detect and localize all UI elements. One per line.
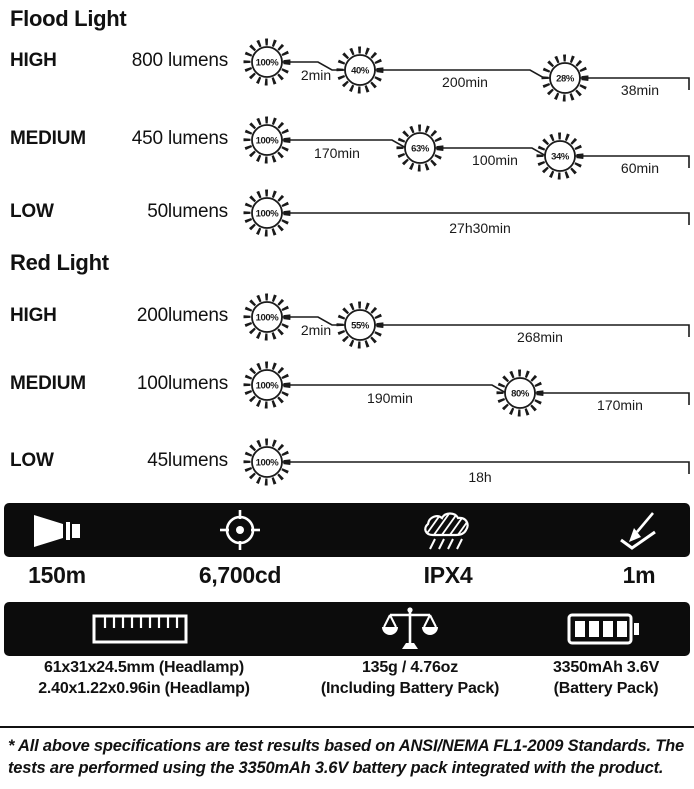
battery-icon	[567, 613, 641, 645]
output-percent: 34%	[551, 151, 569, 163]
sun-icon	[247, 365, 287, 405]
flood-light-title: Flood Light	[10, 6, 127, 31]
sun-icon	[540, 136, 580, 176]
footnote-line-2: tests are performed using the 3350mAh 3.6V battery pack integrated with the product.	[8, 759, 664, 778]
sun-icon	[247, 120, 287, 160]
sun-icon	[340, 50, 380, 90]
red-high-mode: HIGH	[10, 305, 57, 326]
red-low-lumens: 45lumens	[147, 450, 228, 471]
runtime-duration: 170min	[314, 145, 360, 161]
dimensions-icon	[92, 614, 188, 644]
runtime-duration: 2min	[300, 322, 332, 338]
water-resistance-value: IPX4	[423, 562, 473, 588]
runtime-duration: 60min	[620, 160, 660, 176]
dimensions-value	[0, 658, 288, 700]
runtime-duration: 268min	[517, 329, 563, 345]
flood-low-lumens: 50lumens	[147, 201, 228, 222]
red-medium-mode: MEDIUM	[10, 373, 86, 394]
peak-beam-intensity-icon	[218, 508, 262, 552]
runtime-duration: 27h30min	[449, 220, 511, 236]
red-medium-runtime-graph	[240, 355, 694, 435]
footnote-line-1: * All above specifications are test results based on ANSI/NEMA FL1-2009 Standards. The	[8, 737, 685, 755]
weight-value	[295, 658, 525, 700]
flood-high-mode: HIGH	[10, 50, 57, 71]
red-medium-lumens: 100lumens	[136, 373, 228, 394]
flood-medium-mode: MEDIUM	[10, 128, 86, 149]
red-high-lumens: 200lumens	[136, 305, 228, 326]
beam-distance-value: 150m	[28, 562, 86, 588]
runtime-duration: 18h	[468, 469, 492, 485]
output-percent: 100%	[255, 135, 279, 147]
runtime-duration: 2min	[300, 67, 332, 83]
sun-icon	[340, 305, 380, 345]
physical-icon-bar	[4, 602, 690, 656]
runtime-duration: 100min	[472, 152, 518, 168]
output-percent: 63%	[411, 143, 429, 155]
flood-low-mode: LOW	[10, 201, 54, 222]
footer-divider	[0, 726, 694, 728]
battery-capacity: 3350mAh 3.6V	[552, 659, 660, 676]
output-percent: 100%	[255, 380, 279, 392]
sun-icon	[247, 297, 287, 337]
runtime-duration: 170min	[597, 397, 643, 413]
weight-icon	[381, 606, 439, 652]
output-percent: 80%	[511, 388, 529, 400]
output-percent: 100%	[255, 457, 279, 469]
battery-note: (Battery Pack)	[553, 679, 659, 697]
red-low-runtime-graph	[240, 432, 694, 512]
output-percent: 40%	[351, 65, 369, 77]
sun-icon	[247, 442, 287, 482]
red-light-title: Red Light	[10, 250, 109, 275]
sun-icon	[247, 193, 287, 233]
output-percent: 100%	[255, 208, 279, 220]
flood-medium-runtime-graph	[240, 110, 694, 190]
sun-icon	[400, 128, 440, 168]
impact-resistance-icon	[615, 510, 661, 554]
fl1-icon-bar	[4, 503, 690, 557]
flood-high-lumens: 800 lumens	[131, 50, 228, 71]
flood-high-runtime-graph	[240, 32, 694, 112]
peak-beam-intensity-value: 6,700cd	[198, 562, 282, 588]
beam-distance-icon	[33, 512, 81, 550]
water-resistance-icon	[421, 509, 473, 551]
runtime-duration: 200min	[442, 74, 488, 90]
weight-note: (Including Battery Pack)	[320, 679, 500, 697]
dimensions-mm: 61x31x24.5mm (Headlamp)	[44, 659, 244, 676]
sun-icon	[500, 373, 540, 413]
weight-amount: 135g / 4.76oz	[361, 659, 459, 676]
red-low-mode: LOW	[10, 450, 54, 471]
output-percent: 100%	[255, 312, 279, 324]
dimensions-in: 2.40x1.22x0.96in (Headlamp)	[38, 679, 250, 697]
impact-resistance-value: 1m	[622, 562, 656, 588]
runtime-duration: 190min	[367, 390, 413, 406]
sun-icon	[247, 42, 287, 82]
footnote	[8, 735, 688, 780]
battery-value	[522, 658, 690, 700]
output-percent: 100%	[255, 57, 279, 69]
output-percent: 28%	[556, 73, 574, 85]
sun-icon	[545, 58, 585, 98]
output-percent: 55%	[351, 320, 369, 332]
flood-low-runtime-graph	[240, 183, 694, 263]
flood-medium-lumens: 450 lumens	[131, 128, 228, 149]
runtime-duration: 38min	[620, 82, 660, 98]
